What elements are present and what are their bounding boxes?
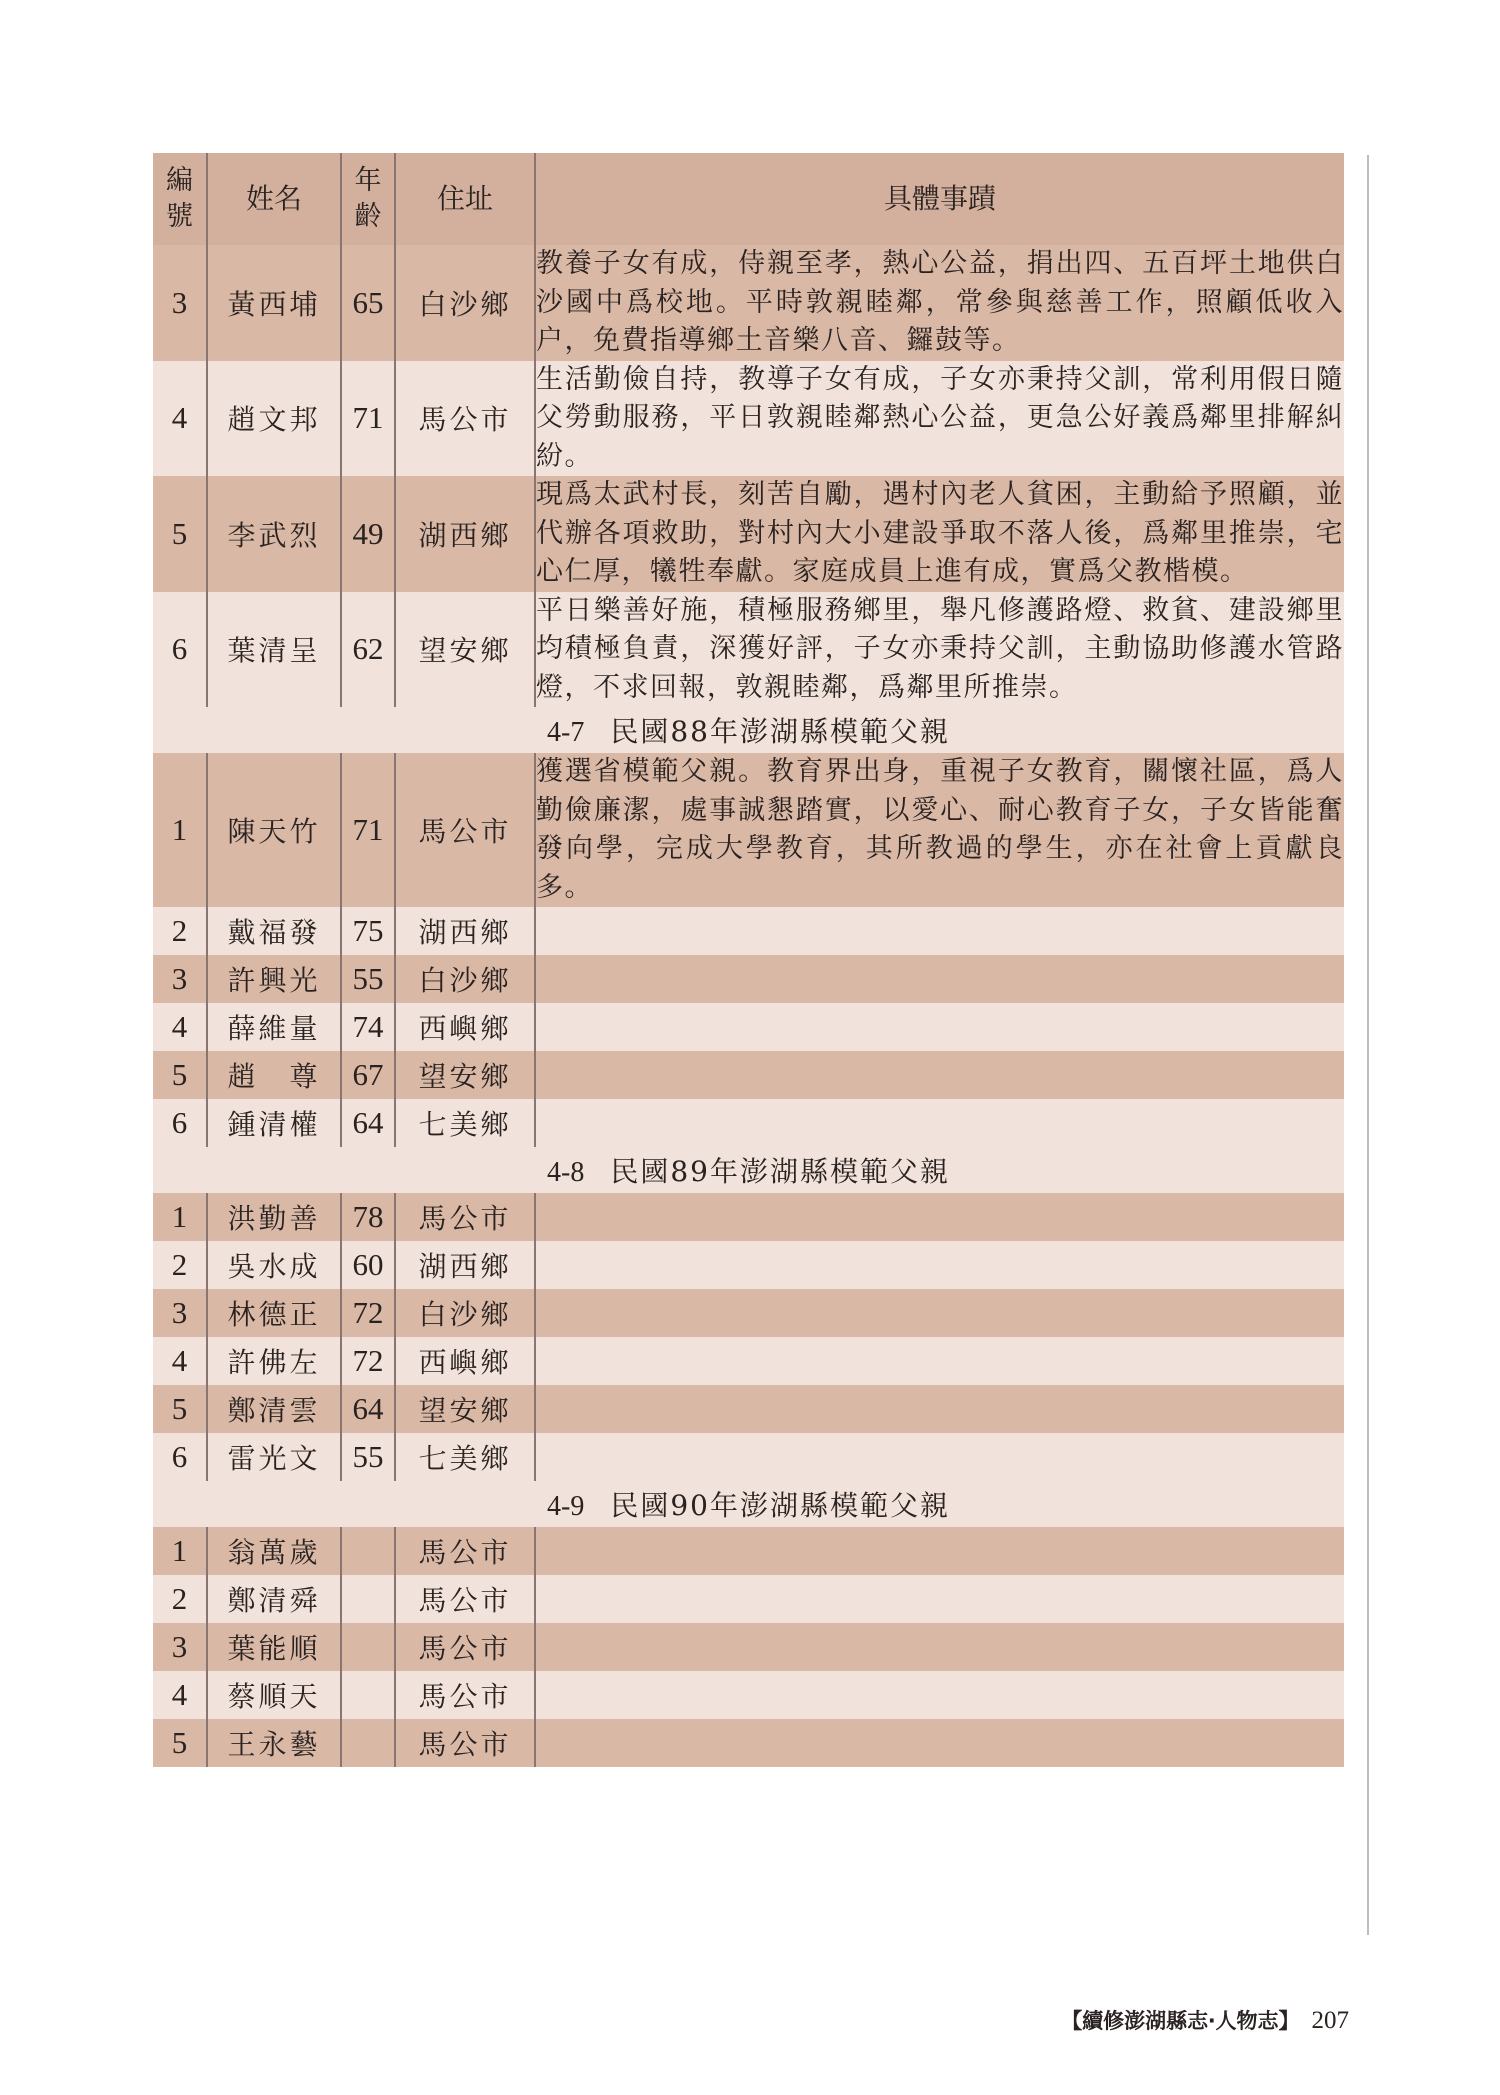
row-address: 白沙鄉 [395,1289,535,1337]
book-title: 【續修澎湖縣志‧人物志】 [1061,2009,1300,2033]
row-number: 2 [153,1241,207,1289]
row-deeds: 獲選省模範父親。教育界出身，重視子女教育，關懷社區，爲人勤儉廉潔，處事誠懇踏實，以愛心、耐心教育子女，子女皆能奮發向學，完成大學教育，其所教過的學生，亦在社會上貢獻良多。 [535,753,1344,907]
row-address: 白沙鄉 [395,955,535,1003]
row-address: 馬公市 [395,1623,535,1671]
row-age: 64 [341,1099,395,1147]
row-number: 6 [153,1099,207,1147]
row-deeds [535,1241,1344,1289]
row-name: 黃西埔 [207,245,341,361]
row-number: 5 [153,1051,207,1099]
row-age: 60 [341,1241,395,1289]
row-address: 西嶼鄉 [395,1003,535,1051]
row-address: 馬公市 [395,1575,535,1623]
table-row [153,361,1344,477]
row-deeds [535,1099,1344,1147]
row-deeds [535,1671,1344,1719]
row-age: 55 [341,1433,395,1481]
table-row [153,1193,1344,1241]
row-deeds: 生活勤儉自持，教導子女有成，子女亦秉持父訓，常利用假日隨父勞動服務，平日敦親睦鄰熱心公益，更急公好義爲鄰里排解糾紛。 [535,361,1344,477]
row-age: 75 [341,907,395,955]
table-row [153,753,1344,907]
row-name: 趙文邦 [207,361,341,477]
table-row [153,592,1344,708]
row-number: 1 [153,1193,207,1241]
row-number: 2 [153,907,207,955]
section-code: 4-9 [547,1491,585,1522]
table-row [153,1527,1344,1575]
row-age: 65 [341,245,395,361]
row-age [341,1671,395,1719]
row-address: 馬公市 [395,1527,535,1575]
row-deeds [535,955,1344,1003]
row-name: 蔡順天 [207,1671,341,1719]
row-age: 78 [341,1193,395,1241]
row-name: 葉能順 [207,1623,341,1671]
row-age: 71 [341,753,395,907]
header-number-label: 編號 [166,165,193,232]
row-address: 七美鄉 [395,1099,535,1147]
row-name: 鄭清雲 [207,1385,341,1433]
table-row [153,1385,1344,1433]
row-age: 49 [341,476,395,592]
row-address: 馬公市 [395,361,535,477]
row-name: 洪勤善 [207,1193,341,1241]
table-row [153,1241,1344,1289]
table-row [153,907,1344,955]
row-age: 55 [341,955,395,1003]
section-code: 4-8 [547,1157,585,1188]
row-number: 4 [153,1337,207,1385]
row-deeds [535,1575,1344,1623]
row-name: 鍾清權 [207,1099,341,1147]
table-row [153,1671,1344,1719]
row-deeds [535,1051,1344,1099]
row-age [341,1623,395,1671]
row-number: 6 [153,1433,207,1481]
row-deeds: 平日樂善好施，積極服務鄉里，舉凡修護路燈、救貧、建設鄉里均積極負責，深獲好評，子女亦秉持父訓，主動協助修護水管路燈，不求回報，敦親睦鄰，爲鄰里所推崇。 [535,592,1344,708]
row-name: 趙 尊 [207,1051,341,1099]
row-deeds [535,1527,1344,1575]
table-header-row [153,153,1344,245]
row-name: 吳水成 [207,1241,341,1289]
header-age [341,153,395,245]
row-number: 4 [153,1671,207,1719]
row-name: 戴福發 [207,907,341,955]
table-row [153,1003,1344,1051]
row-address: 西嶼鄉 [395,1337,535,1385]
row-number: 5 [153,1385,207,1433]
row-age [341,1527,395,1575]
table-row [153,245,1344,361]
row-name: 薛維量 [207,1003,341,1051]
row-age [341,1575,395,1623]
row-address: 馬公市 [395,1719,535,1767]
section-header-row [153,1147,1344,1193]
header-age-label: 年齡 [354,165,382,232]
row-age [341,1719,395,1767]
table-body [153,245,1344,1767]
row-deeds [535,1193,1344,1241]
page-number: 207 [1311,2007,1349,2034]
row-age: 72 [341,1337,395,1385]
row-number: 2 [153,1575,207,1623]
row-age: 72 [341,1289,395,1337]
row-deeds [535,1289,1344,1337]
row-number: 1 [153,1527,207,1575]
row-name: 雷光文 [207,1433,341,1481]
row-deeds [535,1385,1344,1433]
row-age: 67 [341,1051,395,1099]
section-header-row [153,707,1344,753]
table-row [153,1719,1344,1767]
row-deeds [535,1623,1344,1671]
row-address: 白沙鄉 [395,245,535,361]
row-address: 湖西鄉 [395,476,535,592]
row-number: 6 [153,592,207,708]
table-row [153,1433,1344,1481]
row-number: 5 [153,1719,207,1767]
table-row [153,1575,1344,1623]
row-deeds [535,1337,1344,1385]
section-code: 4-7 [547,717,585,748]
row-name: 王永藝 [207,1719,341,1767]
table-row [153,1623,1344,1671]
table-row [153,955,1344,1003]
row-number: 3 [153,245,207,361]
row-number: 1 [153,753,207,907]
section-heading: 民國88年澎湖縣模範父親 [610,715,950,748]
right-margin-rule [1367,155,1369,1935]
row-deeds: 教養子女有成，侍親至孝，熱心公益，捐出四、五百坪土地供白沙國中爲校地。平時敦親睦鄰，常參與慈善工作，照顧低收入户，免費指導鄉土音樂八音、鑼鼓等。 [535,245,1344,361]
row-address: 七美鄉 [395,1433,535,1481]
section-title [153,1147,1344,1193]
row-name: 葉清呈 [207,592,341,708]
row-age: 64 [341,1385,395,1433]
header-deeds: 具體事蹟 [535,153,1344,245]
table-row [153,1051,1344,1099]
row-name: 鄭清舜 [207,1575,341,1623]
row-name: 翁萬歲 [207,1527,341,1575]
row-address: 湖西鄉 [395,907,535,955]
table-row [153,1289,1344,1337]
row-number: 3 [153,1289,207,1337]
table-row [153,476,1344,592]
header-number [153,153,207,245]
row-name: 許佛左 [207,1337,341,1385]
row-deeds [535,1003,1344,1051]
row-number: 5 [153,476,207,592]
row-address: 湖西鄉 [395,1241,535,1289]
row-deeds [535,907,1344,955]
section-heading: 民國89年澎湖縣模範父親 [610,1155,950,1188]
row-age: 74 [341,1003,395,1051]
row-name: 陳天竹 [207,753,341,907]
row-address: 望安鄉 [395,1051,535,1099]
row-address: 望安鄉 [395,1385,535,1433]
row-number: 4 [153,1003,207,1051]
row-number: 4 [153,361,207,477]
row-number: 3 [153,955,207,1003]
section-heading: 民國90年澎湖縣模範父親 [610,1489,950,1522]
row-address: 望安鄉 [395,592,535,708]
model-fathers-table [153,153,1344,1767]
row-deeds: 現爲太武村長，刻苦自勵，遇村內老人貧困，主動給予照顧，並代辦各項救助，對村內大小建設爭取不落人後，爲鄰里推崇，宅心仁厚，犧牲奉獻。家庭成員上進有成，實爲父教楷模。 [535,476,1344,592]
row-age: 71 [341,361,395,477]
row-address: 馬公市 [395,753,535,907]
row-name: 許興光 [207,955,341,1003]
section-title [153,1481,1344,1527]
page-footer [1061,2005,1349,2035]
row-age: 62 [341,592,395,708]
section-header-row [153,1481,1344,1527]
table-row [153,1337,1344,1385]
header-address: 住址 [395,153,535,245]
row-name: 林德正 [207,1289,341,1337]
row-name: 李武烈 [207,476,341,592]
row-deeds [535,1719,1344,1767]
row-address: 馬公市 [395,1193,535,1241]
row-deeds [535,1433,1344,1481]
header-name: 姓名 [207,153,341,245]
row-address: 馬公市 [395,1671,535,1719]
section-title [153,707,1344,753]
table-row [153,1099,1344,1147]
row-number: 3 [153,1623,207,1671]
